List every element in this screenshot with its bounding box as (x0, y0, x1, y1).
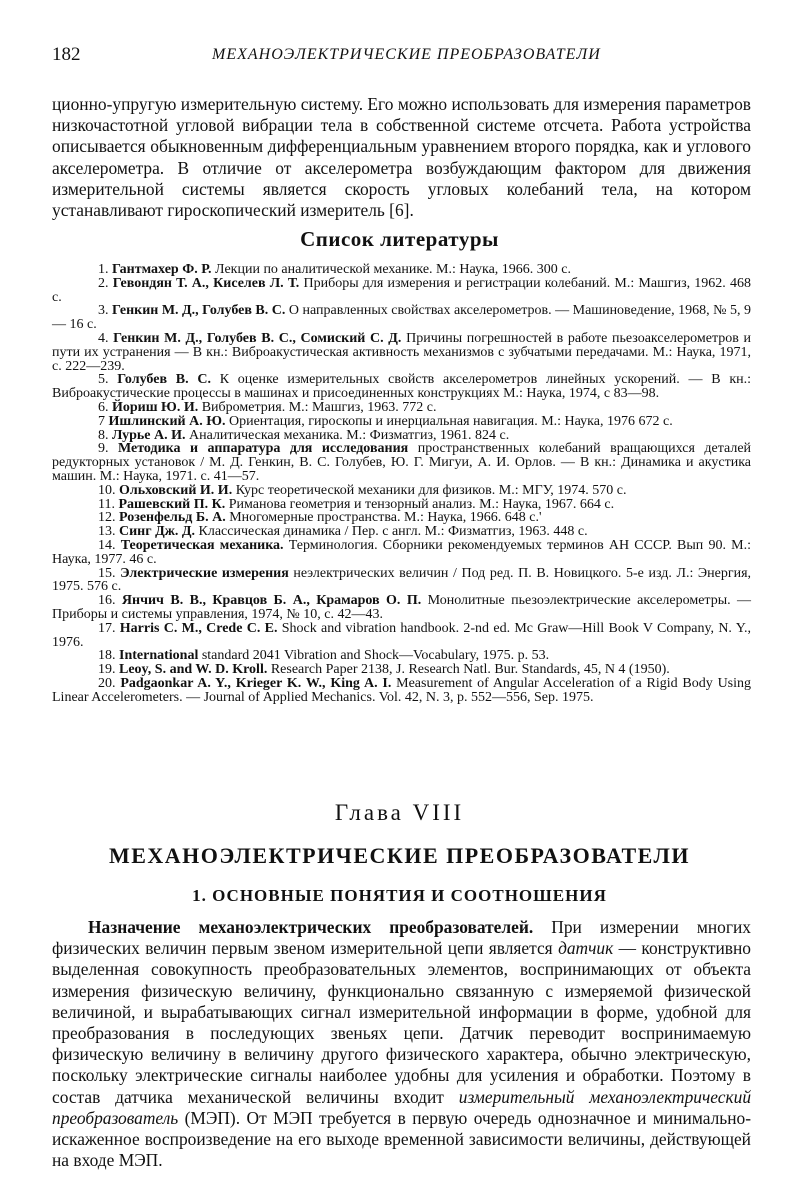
reference-authors: International (119, 648, 199, 664)
reference-text: Research Paper 2138, J. Research Natl. Bur. Standards, 45, N 4 (1950). (270, 662, 670, 678)
reference-item (52, 415, 751, 429)
reference-item (52, 484, 751, 498)
reference-text: К оценке измерительных свойств акселерометров линейных ускорений. — В кн.: Виброакустические процессы в машинах и присоединенных конструкциях М.: Наука, 1974, с 83—98. (52, 372, 752, 402)
reference-item (52, 429, 751, 443)
reference-authors: Лурье А. И. (112, 427, 186, 443)
reference-item (52, 263, 751, 277)
main-paragraph (52, 917, 751, 1171)
reference-text: Монолитные пьезоэлектрические акселерометры. — Приборы и системы управления, 1974, № 10, с. 42—43. (52, 593, 752, 622)
reference-authors: Генкин М. Д., Голубев В. С., Сомиский С. Д. (113, 330, 402, 346)
reference-number: 15. (98, 565, 116, 581)
reference-number: 12. (98, 510, 116, 526)
reference-text: Виброметрия. М.: Машгиз, 1963. 772 с. (201, 399, 437, 415)
reference-text: Классическая динамика / Пер. с англ. М.: Физматгиз, 1963. 448 с. (198, 524, 588, 540)
page-number: 182 (52, 44, 81, 65)
reference-number: 18. (98, 648, 116, 664)
reference-number: 5. (98, 372, 109, 388)
reference-item (52, 649, 751, 663)
reference-authors: Голубев В. С. (117, 372, 211, 388)
reference-item (52, 373, 751, 401)
term-sensor: датчик (558, 938, 614, 959)
references-list (52, 263, 751, 705)
reference-authors: Розенфельд Б. А. (119, 510, 226, 526)
reference-number: 6. (98, 399, 109, 415)
running-title: МЕХАНОЭЛЕКТРИЧЕСКИЕ ПРЕОБРАЗОВАТЕЛИ (212, 46, 601, 63)
reference-item (52, 277, 751, 305)
reference-text: standard 2041 Vibration and Shock—Vocabulary, 1975. p. 53. (201, 648, 550, 664)
reference-item (52, 401, 751, 415)
reference-item (52, 498, 751, 512)
reference-authors: Электрические измерения (120, 565, 289, 581)
reference-number: 20. (98, 675, 116, 691)
reference-number: 9. (98, 441, 109, 457)
reference-authors: Ишлинский А. Ю. (108, 413, 226, 429)
reference-item (52, 677, 751, 705)
reference-authors: Гантмахер Ф. Р. (112, 262, 212, 277)
reference-item (52, 663, 751, 677)
term-transducer: измерительный механоэлектрический преобразователь (52, 1086, 752, 1128)
paragraph-text: (МЭП). От МЭП требуется в первую очередь однозначное и минимально-искаженное воспроизведение на его выходе временной зависимости величины, действующей на входе МЭП. (52, 1107, 751, 1171)
references-heading: Список литературы (300, 227, 499, 251)
reference-number: 11. (98, 496, 115, 512)
reference-authors: Синг Дж. Д. (119, 524, 196, 540)
reference-text: Лекции по аналитической механике. М.: Наука, 1966. 300 с. (215, 262, 572, 277)
reference-authors: Янчич В. В., Кравцов Б. А., Крамаров О. П. (121, 593, 422, 609)
reference-text: О направленных свойствах акселерометров. — Машиноведение, 1968, № 5, 9 — 16 с. (52, 303, 752, 333)
paragraph-text: При измерении многих физических величин первым звеном измерительной цепи является (52, 917, 751, 959)
reference-item (52, 594, 751, 622)
reference-text: Риманова геометрия и тензорный анализ. М.: Наука, 1967. 664 с. (228, 496, 615, 512)
reference-authors: Harris C. M., Crede C. E. (119, 620, 278, 636)
reference-number: 13. (98, 524, 116, 540)
reference-authors: Генкин М. Д., Голубев В. С. (112, 303, 286, 319)
section-title: 1. ОСНОВНЫЕ ПОНЯТИЯ И СООТНОШЕНИЯ (192, 886, 607, 905)
reference-authors: Методика и аппаратура для исследования (117, 441, 409, 457)
reference-item (52, 332, 751, 373)
reference-text: неэлектрических величин / Под ред. П. В. Новицкого. 5-е изд. Л.: Энергия, 1975. 576 с. (52, 565, 752, 595)
chapter-label: Глава VIII (334, 800, 465, 825)
reference-text: Приборы для измерения и регистрации колебаний. М.: Машгиз, 1962. 468 с. (52, 275, 751, 305)
chapter-title: МЕХАНОЭЛЕКТРИЧЕСКИЕ ПРЕОБРАЗОВАТЕЛИ (108, 843, 691, 868)
reference-text: Курс теоретической механики для физиков. М.: МГУ, 1974. 570 с. (235, 482, 627, 498)
reference-item (52, 525, 751, 539)
reference-authors: Ольховский И. И. (119, 482, 233, 498)
reference-number: 7 (98, 413, 105, 429)
reference-item (52, 511, 751, 525)
reference-number: 2. (98, 275, 109, 291)
reference-authors: Leoy, S. and W. D. Kroll. (119, 662, 268, 678)
reference-number: 16. (98, 593, 116, 609)
reference-text: Аналитическая механика. М.: Физматгиз, 1961. 824 с. (189, 427, 510, 443)
reference-authors: Рашевский П. К. (118, 496, 226, 512)
reference-number: 3. (98, 303, 109, 319)
reference-authors: Padgaonkar A. Y., Krieger K. W., King A. I. (120, 675, 392, 691)
reference-text: пространственных колебаний вращающихся деталей редукторных установок / М. Д. Генкин, В. С. Голубев, Ю. Г. Мигуи, А. И. Орлов. — В кн.: Динамика и акустика машин. М.: Наука, 1971. с. 41—57. (52, 441, 752, 484)
paragraph-text: — конструктивно выделенная совокупность преобразовательных элементов, воспринимающих от объекта измерения физическую величину, функционально связанную с измеряемой физической величиной, и вырабатывающих сигнал измерительной информации в форме, удобной для преобразования в последующих звеньях цепи. Датчик переводит воспринимаемую физическую величину в величину другого физического характера, обычно электрическую, поскольку электрические сигналы наиболее удобны для усиления и обработки. Поэтому в состав датчика механической величины входит (52, 938, 751, 1107)
reference-authors: Йориш Ю. И. (112, 399, 199, 415)
reference-number: 19. (98, 662, 116, 678)
reference-text: Терминология. Сборники рекомендуемых терминов АН СССР. Вып 90. М.: Наука, 1977. 46 с. (52, 537, 752, 567)
reference-text: Причины погрешностей в работе пьезоакселерометров и пути их устранения — В кн.: Виброакустическая активность механизмов с зубчатыми передачами. М.: Наука, 1971, с. 222—239. (52, 330, 752, 374)
reference-number: 4. (98, 330, 109, 346)
intro-paragraph: ционно-упругую измерительную систему. Его можно использовать для измерения параметров низкочастотной угловой вибрации тела в собственной системе отсчета. Работа устройства описывается обыкновенным дифференциальным уравнением второго порядка, как и углового акселерометра. В отличие от акселерометра возбуждающим фактором для движения измерительной системы является скорость угловых колебаний тела, на котором устанавливают гироскопический измеритель [6]. (52, 94, 751, 221)
reference-item (52, 442, 751, 483)
reference-item (52, 567, 751, 595)
running-head (52, 44, 751, 74)
reference-text: Многомерные пространства. М.: Наука, 1966. 648 с.' (229, 510, 542, 526)
reference-number: 14. (98, 537, 116, 553)
reference-text: Shock and vibration handbook. 2-nd ed. Mc Graw—Hill Book V Company, N. Y., 1976. (52, 620, 752, 650)
reference-item (52, 622, 751, 650)
reference-text: Ориентация, гироскопы и инерциальная навигация. М.: Наука, 1976 672 с. (228, 413, 673, 429)
reference-number: 8. (98, 427, 109, 443)
reference-number: 17. (98, 620, 116, 636)
reference-authors: Теоретическая механика. (120, 537, 284, 553)
reference-number: 1. (98, 262, 109, 277)
reference-authors: Гевондян Т. А., Киселев Л. Т. (112, 275, 300, 291)
paragraph-lead: Назначение механоэлектрических преобразователей. (88, 917, 534, 937)
reference-item (52, 304, 751, 332)
reference-text: Measurement of Angular Acceleration of a Rigid Body Using Linear Accelerometers. — Journal of Applied Mechanics. Vol. 42, N. 3, p. 552—556, Sep. 1975. (52, 675, 752, 705)
reference-item (52, 539, 751, 567)
reference-number: 10. (98, 482, 116, 498)
